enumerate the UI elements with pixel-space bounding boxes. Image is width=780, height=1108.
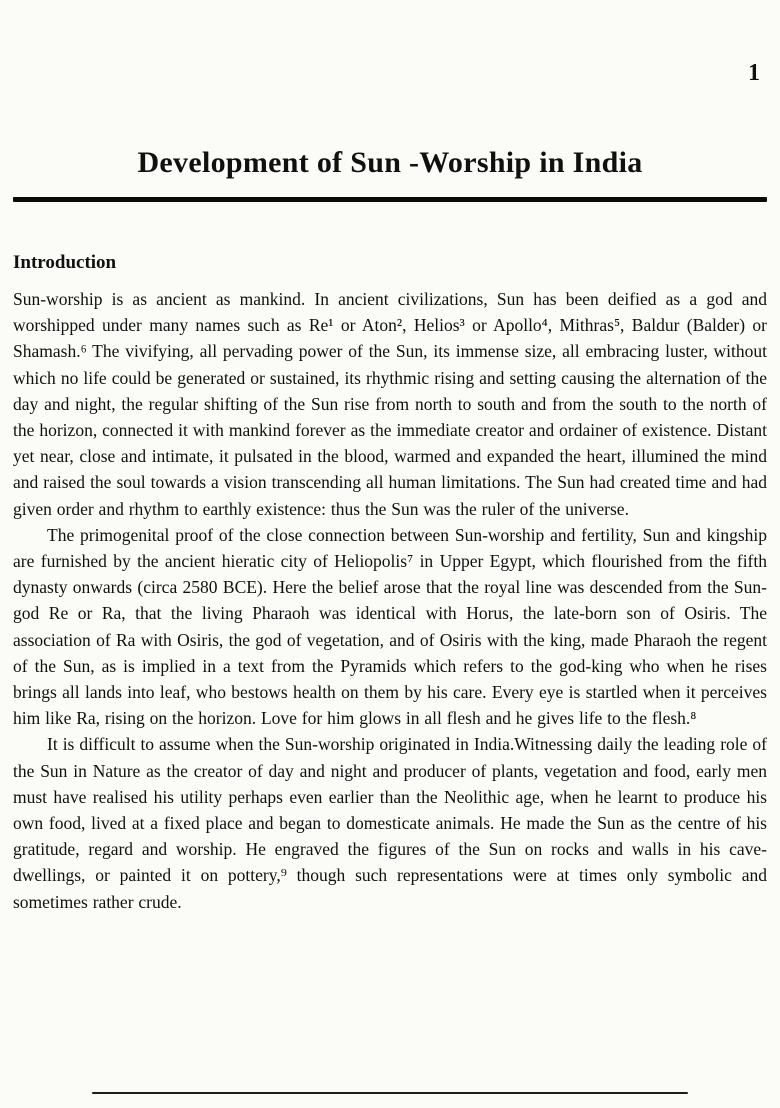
paragraph-primogenital-proof: The primogenital proof of the close connection between Sun-worship and fertility, Sun and kingship are furnished by the ancient hieratic city of Heliopolis⁷ in Upper Egypt, which flourished from the fifth dynasty onwards (circa 2580 BCE). Here the belief arose that the royal line was descended from the Sun-god Re or Ra, that the living Pharaoh was identical with Horus, the late-born son of Osiris. The association of Ra with Osiris, the god of vegetation, and of Osiris with the king, made Pharaoh the regent of the Sun, as is implied in a text from the Pyramids which refers to the god-king who when he rises brings all lands into leaf, who bestows health on them by his care. Every eye is startled when it perceives him like Ra, rising on the horizon. Love for him glows in all flesh and he gives life to the flesh.⁸ [13, 524, 767, 729]
page-bottom-edge-line [92, 1092, 688, 1094]
paragraph-sun-worship-ancient: Sun-worship is as ancient as mankind. In ancient civilizations, Sun has been deified as a god and worshipped under many names such as Re¹ or Aton², Helios³ or Apollo⁴, Mithras⁵, Baldur (Balder) or Shamash.⁶ The vivifying, all pervading power of the Sun, its immense size, all embracing luster, without which no life could be generated or sustained, its rhythmic rising and setting causing the alternation of the day and night, the regular shifting of the Sun rise from north to south and from the south to the north of the horizon, connected it with mankind forever as the immediate creator and ordainer of existence. Distant yet near, close and intimate, it pulsated in the blood, warmed and expanded the heart, illumined the mind and raised the soul towards a vision transcending all human limitations. The Sun had created time and had given order and rhythm to earthly existence: thus the Sun was the ruler of the universe. [13, 289, 767, 519]
page-number: 1 [748, 60, 760, 86]
title-rule [13, 197, 767, 202]
chapter-title: Development of Sun -Worship in India [137, 146, 643, 179]
paragraph-sun-worship-india: It is difficult to assume when the Sun-worship originated in India.Witnessing daily the leading role of the Sun in Nature as the creator of day and night and producer of plants, vegetation and food, early men must have realised his utility perhaps even earlier than the Neolithic age, when he learnt to produce his own food, lived at a fixed place and began to domesticate animals. He made the Sun as the centre of his gratitude, regard and worship. He engraved the figures of the Sun on rocks and walls in his cave-dwellings, or painted it on pottery,⁹ though such representations were at times only symbolic and sometimes rather crude. [13, 734, 767, 912]
section-heading: Introduction [13, 252, 117, 273]
